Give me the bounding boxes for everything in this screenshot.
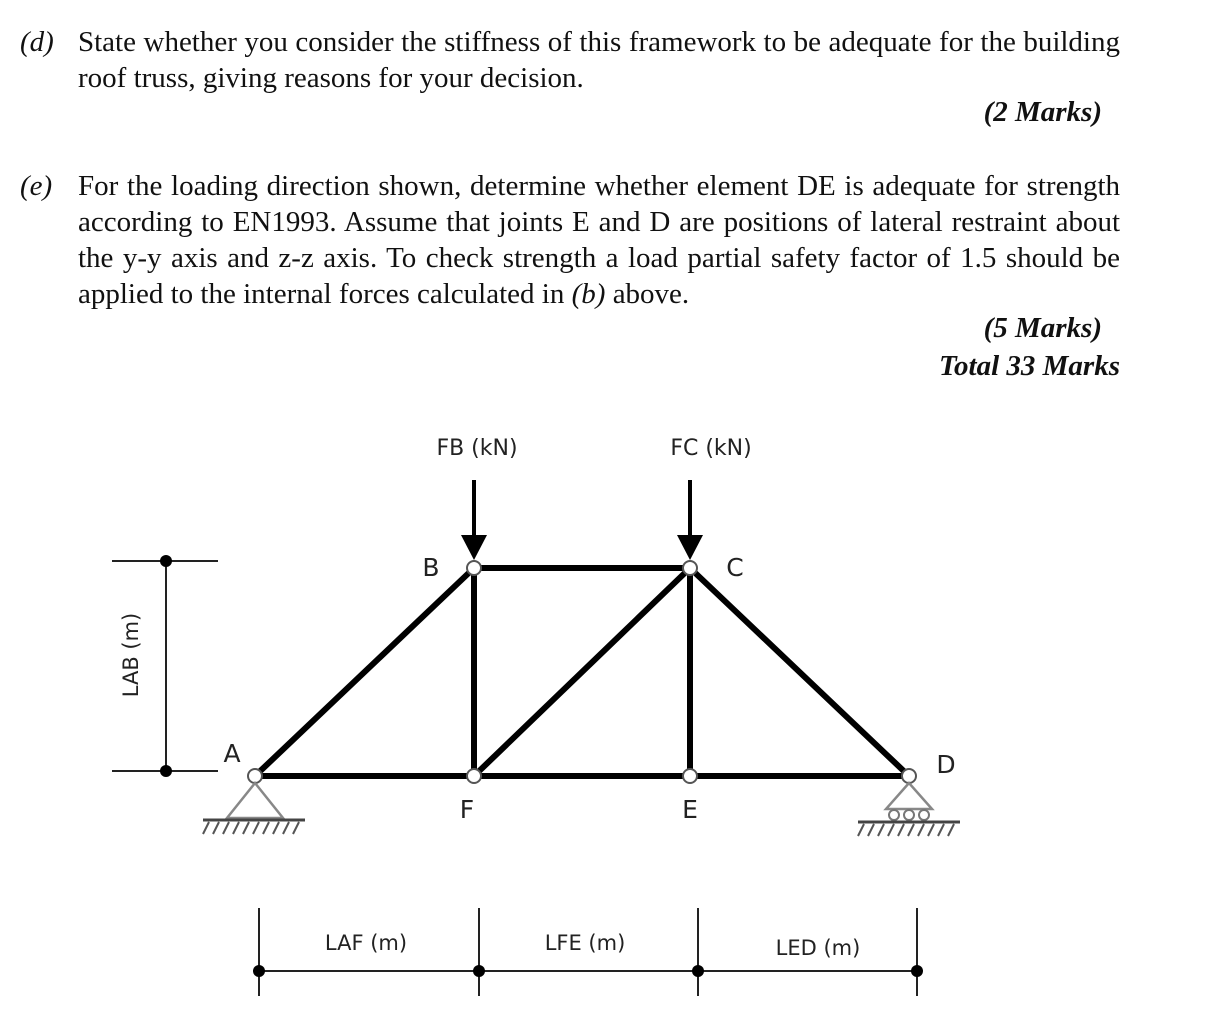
node-label-a: A xyxy=(223,739,241,768)
dimension-horizontal xyxy=(253,908,923,996)
question-e-text-before: For the loading direction shown, determine whether element DE is adequate for strength according to EN1993. Assume that joints E and D are positions of lateral restraint about the y-y axis and z-z axis. To check strength a load partial safety factor of 1.5 should be applied to the internal forces calculated in xyxy=(78,170,1120,310)
node-label-f: F xyxy=(459,795,475,824)
joint-b xyxy=(467,561,481,575)
question-d-label: (d) xyxy=(20,26,54,58)
member-cd xyxy=(690,568,909,776)
load-arrow-b xyxy=(461,480,487,560)
node-label-c: C xyxy=(726,553,744,582)
roller-support-icon xyxy=(858,783,960,836)
truss-members xyxy=(255,568,909,776)
dimension-height xyxy=(112,555,218,777)
member-ab xyxy=(255,568,474,776)
node-label-b: B xyxy=(422,553,440,582)
total-marks: Total 33 Marks xyxy=(938,350,1120,382)
dimension-ed-label: LED (m) xyxy=(775,936,861,960)
joint-d xyxy=(902,769,916,783)
node-label-d: D xyxy=(936,750,956,779)
dimension-fe-label: LFE (m) xyxy=(544,931,626,955)
node-label-e: E xyxy=(682,795,698,824)
joint-f xyxy=(467,769,481,783)
pin-support-icon xyxy=(203,783,305,834)
joint-a xyxy=(248,769,262,783)
joint-c xyxy=(683,561,697,575)
dimension-af-label: LAF (m) xyxy=(324,931,408,955)
load-label-fc: FC (kN) xyxy=(670,436,752,461)
question-e-marks: (5 Marks) xyxy=(983,312,1102,344)
joint-e xyxy=(683,769,697,783)
load-arrow-c xyxy=(677,480,703,560)
member-fc xyxy=(474,568,690,776)
load-label-fb: FB (kN) xyxy=(436,436,518,461)
question-d-text: State whether you consider the stiffness of this framework to be adequate for the building roof truss, giving reasons for your decision. xyxy=(78,26,1120,94)
dimension-height-label: LAB (m) xyxy=(119,612,143,698)
question-d-marks: (2 Marks) xyxy=(983,96,1102,128)
question-e-label: (e) xyxy=(20,170,53,202)
question-e-text-ref: (b) xyxy=(571,278,606,310)
question-e-text-after: above. xyxy=(605,278,690,310)
